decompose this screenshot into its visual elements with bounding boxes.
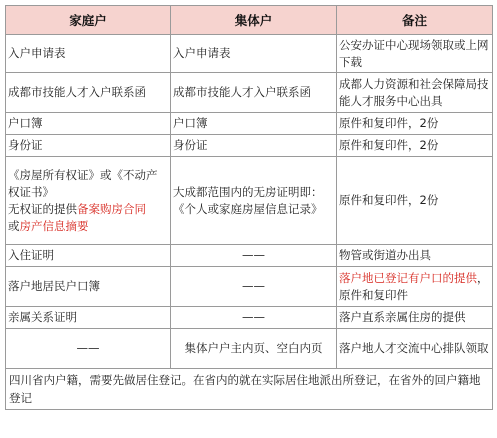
cell-remarks: 公安办证中心现场领取或上网下载 (337, 35, 493, 73)
table-row (6, 35, 493, 73)
original-copy-text: ，原件和复印件 (339, 270, 489, 302)
cell-remarks: 成都人力资源和社会保障局技能人才服务中心出具 (337, 73, 493, 113)
cell-collective: 身份证 (171, 135, 337, 157)
footnote: 四川省内户籍，需要先做居住登记。在省内的就在实际居住地派出所登记，在省外的回户籍地登记 (6, 369, 493, 410)
registered-household-highlight: 落户地已登记有户口的提供 (339, 270, 477, 285)
cell-collective-dash: —— (171, 245, 337, 267)
footnote-row (6, 369, 493, 410)
cell-remarks: 原件和复印件，2份 (337, 135, 493, 157)
table-row (6, 267, 493, 307)
cell-remarks: 落户地人才交流中心排队领取 (337, 329, 493, 369)
cell-collective: 成都市技能人才入户联系函 (171, 73, 337, 113)
table-row (6, 135, 493, 157)
property-info-highlight: 房产信息摘要 (19, 218, 89, 233)
header-family-household: 家庭户 (6, 6, 171, 35)
cell-collective: 集体户户主内页、空白内页 (171, 329, 337, 369)
header-remarks: 备注 (337, 6, 493, 35)
cell-remarks: 原件和复印件，2份 (337, 157, 493, 245)
table-row (6, 157, 493, 245)
cell-collective: 大成都范围内的无房证明即：《个人或家庭房屋信息记录》 (171, 157, 337, 245)
cell-family: 入住证明 (6, 245, 171, 267)
header-collective-household: 集体户 (171, 6, 337, 35)
table-row (6, 73, 493, 113)
or-text: 或 (8, 218, 20, 233)
cell-family: 户口簿 (6, 113, 171, 135)
no-certificate-text: 无权证的提供 (8, 201, 77, 216)
purchase-contract-highlight: 备案购房合同 (77, 201, 146, 216)
cell-collective-dash: —— (171, 307, 337, 329)
cell-family: 身份证 (6, 135, 171, 157)
cell-remarks (337, 267, 493, 307)
table-row (6, 113, 493, 135)
cell-family: 亲属关系证明 (6, 307, 171, 329)
cell-family: 入户申请表 (6, 35, 171, 73)
cell-collective: 户口簿 (171, 113, 337, 135)
table-row (6, 329, 493, 369)
cell-family: 落户地居民户口簿 (6, 267, 171, 307)
table-row (6, 245, 493, 267)
table-row (6, 307, 493, 329)
cell-remarks: 原件和复印件，2份 (337, 113, 493, 135)
table-header-row (6, 6, 493, 35)
household-registration-table (5, 5, 493, 410)
cell-collective-dash: —— (171, 267, 337, 307)
cell-remarks: 落户直系亲属住房的提供 (337, 307, 493, 329)
cell-family: 成都市技能人才入户联系函 (6, 73, 171, 113)
cell-collective: 入户申请表 (171, 35, 337, 73)
document-table-wrapper (5, 5, 492, 435)
cell-family (6, 157, 171, 245)
property-certificate-text: 《房屋所有权证》或《不动产权证书》 (8, 167, 158, 199)
cell-family-dash: —— (6, 329, 171, 369)
cell-remarks: 物管或街道办出具 (337, 245, 493, 267)
